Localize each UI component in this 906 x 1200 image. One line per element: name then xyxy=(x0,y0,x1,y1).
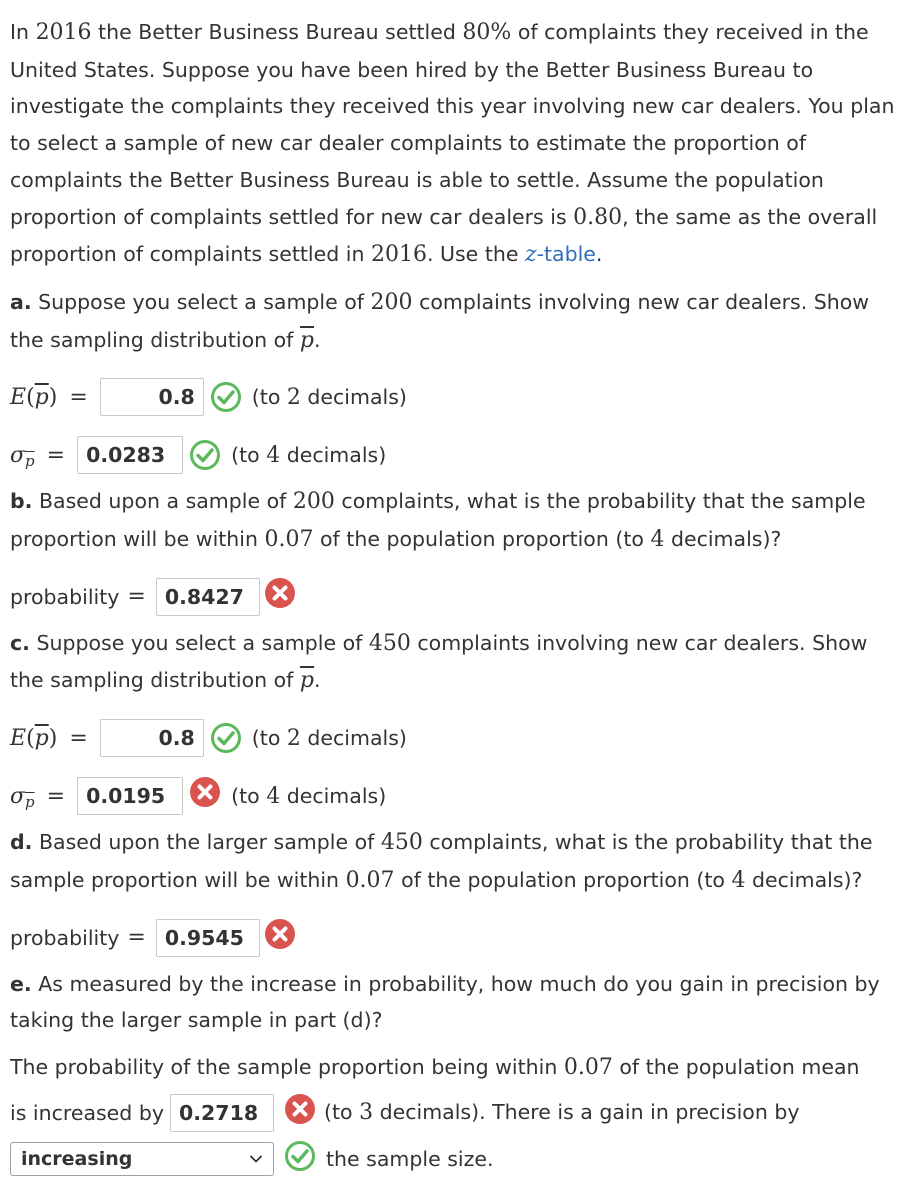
part-d-probability-row: probability = 0.9545 xyxy=(10,918,896,958)
part-c-expected-row: E ( $\overline{p}$ ) = 0.8 (to 2 decimals) xyxy=(10,718,896,758)
x-circle-icon xyxy=(264,577,296,609)
part-a-expected-row: E ( $\overline{p}$ ) = 0.8 (to 2 decimals) xyxy=(10,377,896,417)
part-c-stddev-row: σ $\overline{p}$ = 0.0195 (to 4 decimals) xyxy=(10,776,896,816)
part-b-question: b. Based upon a sample of 200 complaints, what is the probability that the sample proportion will be within 0.07 of the population proportion (to 4 decimals)? xyxy=(10,489,866,553)
check-circle-icon xyxy=(210,381,242,413)
part-a-expected-input[interactable]: 0.8 xyxy=(100,378,204,416)
part-e-increase-input[interactable]: 0.2718 xyxy=(170,1094,274,1132)
part-b-probability-input[interactable]: 0.8427 xyxy=(156,578,260,616)
part-c-stddev-input[interactable]: 0.0195 xyxy=(77,777,183,815)
precision-select[interactable]: increasing xyxy=(10,1142,274,1176)
part-c-expected-input[interactable]: 0.8 xyxy=(100,719,204,757)
part-d-question: d. Based upon the larger sample of 450 complaints, what is the probability that the sample proportion will be within 0.07 of the population proportion (to 4 decimals)? xyxy=(10,830,873,893)
x-circle-icon xyxy=(264,918,296,950)
part-e-select-row: increasing the sample size. xyxy=(10,1139,896,1179)
x-circle-icon xyxy=(189,776,221,808)
part-d-probability-input[interactable]: 0.9545 xyxy=(156,919,260,957)
part-c-question: c. Suppose you select a sample of 450 complaints involving new car dealers. Show the sampling distribution of $\overline{p}$. xyxy=(10,630,868,694)
chevron-down-icon xyxy=(249,1154,263,1164)
part-e-question: e. As measured by the increase in probability, how much do you gain in precision by taking the larger sample in part (d)? xyxy=(10,971,880,1033)
part-a-stddev-row: σ $\overline{p}$ = 0.0283 (to 4 decimals) xyxy=(10,435,896,475)
z-table-link[interactable]: z-table xyxy=(524,242,596,268)
check-circle-icon xyxy=(284,1140,316,1172)
part-e-statement: The probability of the sample proportion being within 0.07 of the population mean xyxy=(10,1054,860,1080)
part-e-increase-row: is increased by 0.2718 (to 3 decimals). There is a gain in precision by xyxy=(10,1093,896,1133)
part-a-question: a. Suppose you select a sample of 200 complaints involving new car dealers. Show the sampling distribution of $\overline{p}$. xyxy=(10,289,870,353)
part-b-probability-row: probability = 0.8427 xyxy=(10,577,896,617)
check-circle-icon xyxy=(189,439,221,471)
x-circle-icon xyxy=(284,1093,316,1125)
intro-text: In 2016 the Better Business Bureau settled 80% of complaints they received in the United States. Suppose you have been hired by the Better Business Bureau to investigate the complaints they received this year involving new car dealers. You plan to select a sample of new car dealer complaints to estimate the proportion of complaints the Better Business Bureau is able to settle. Assume the population proportion of complaints settled for new car dealers is 0.80, the same as the overall proportion of complaints settled in 2016. Use the z-table. xyxy=(10,20,895,268)
part-a-stddev-input[interactable]: 0.0283 xyxy=(77,436,183,474)
check-circle-icon xyxy=(210,722,242,754)
